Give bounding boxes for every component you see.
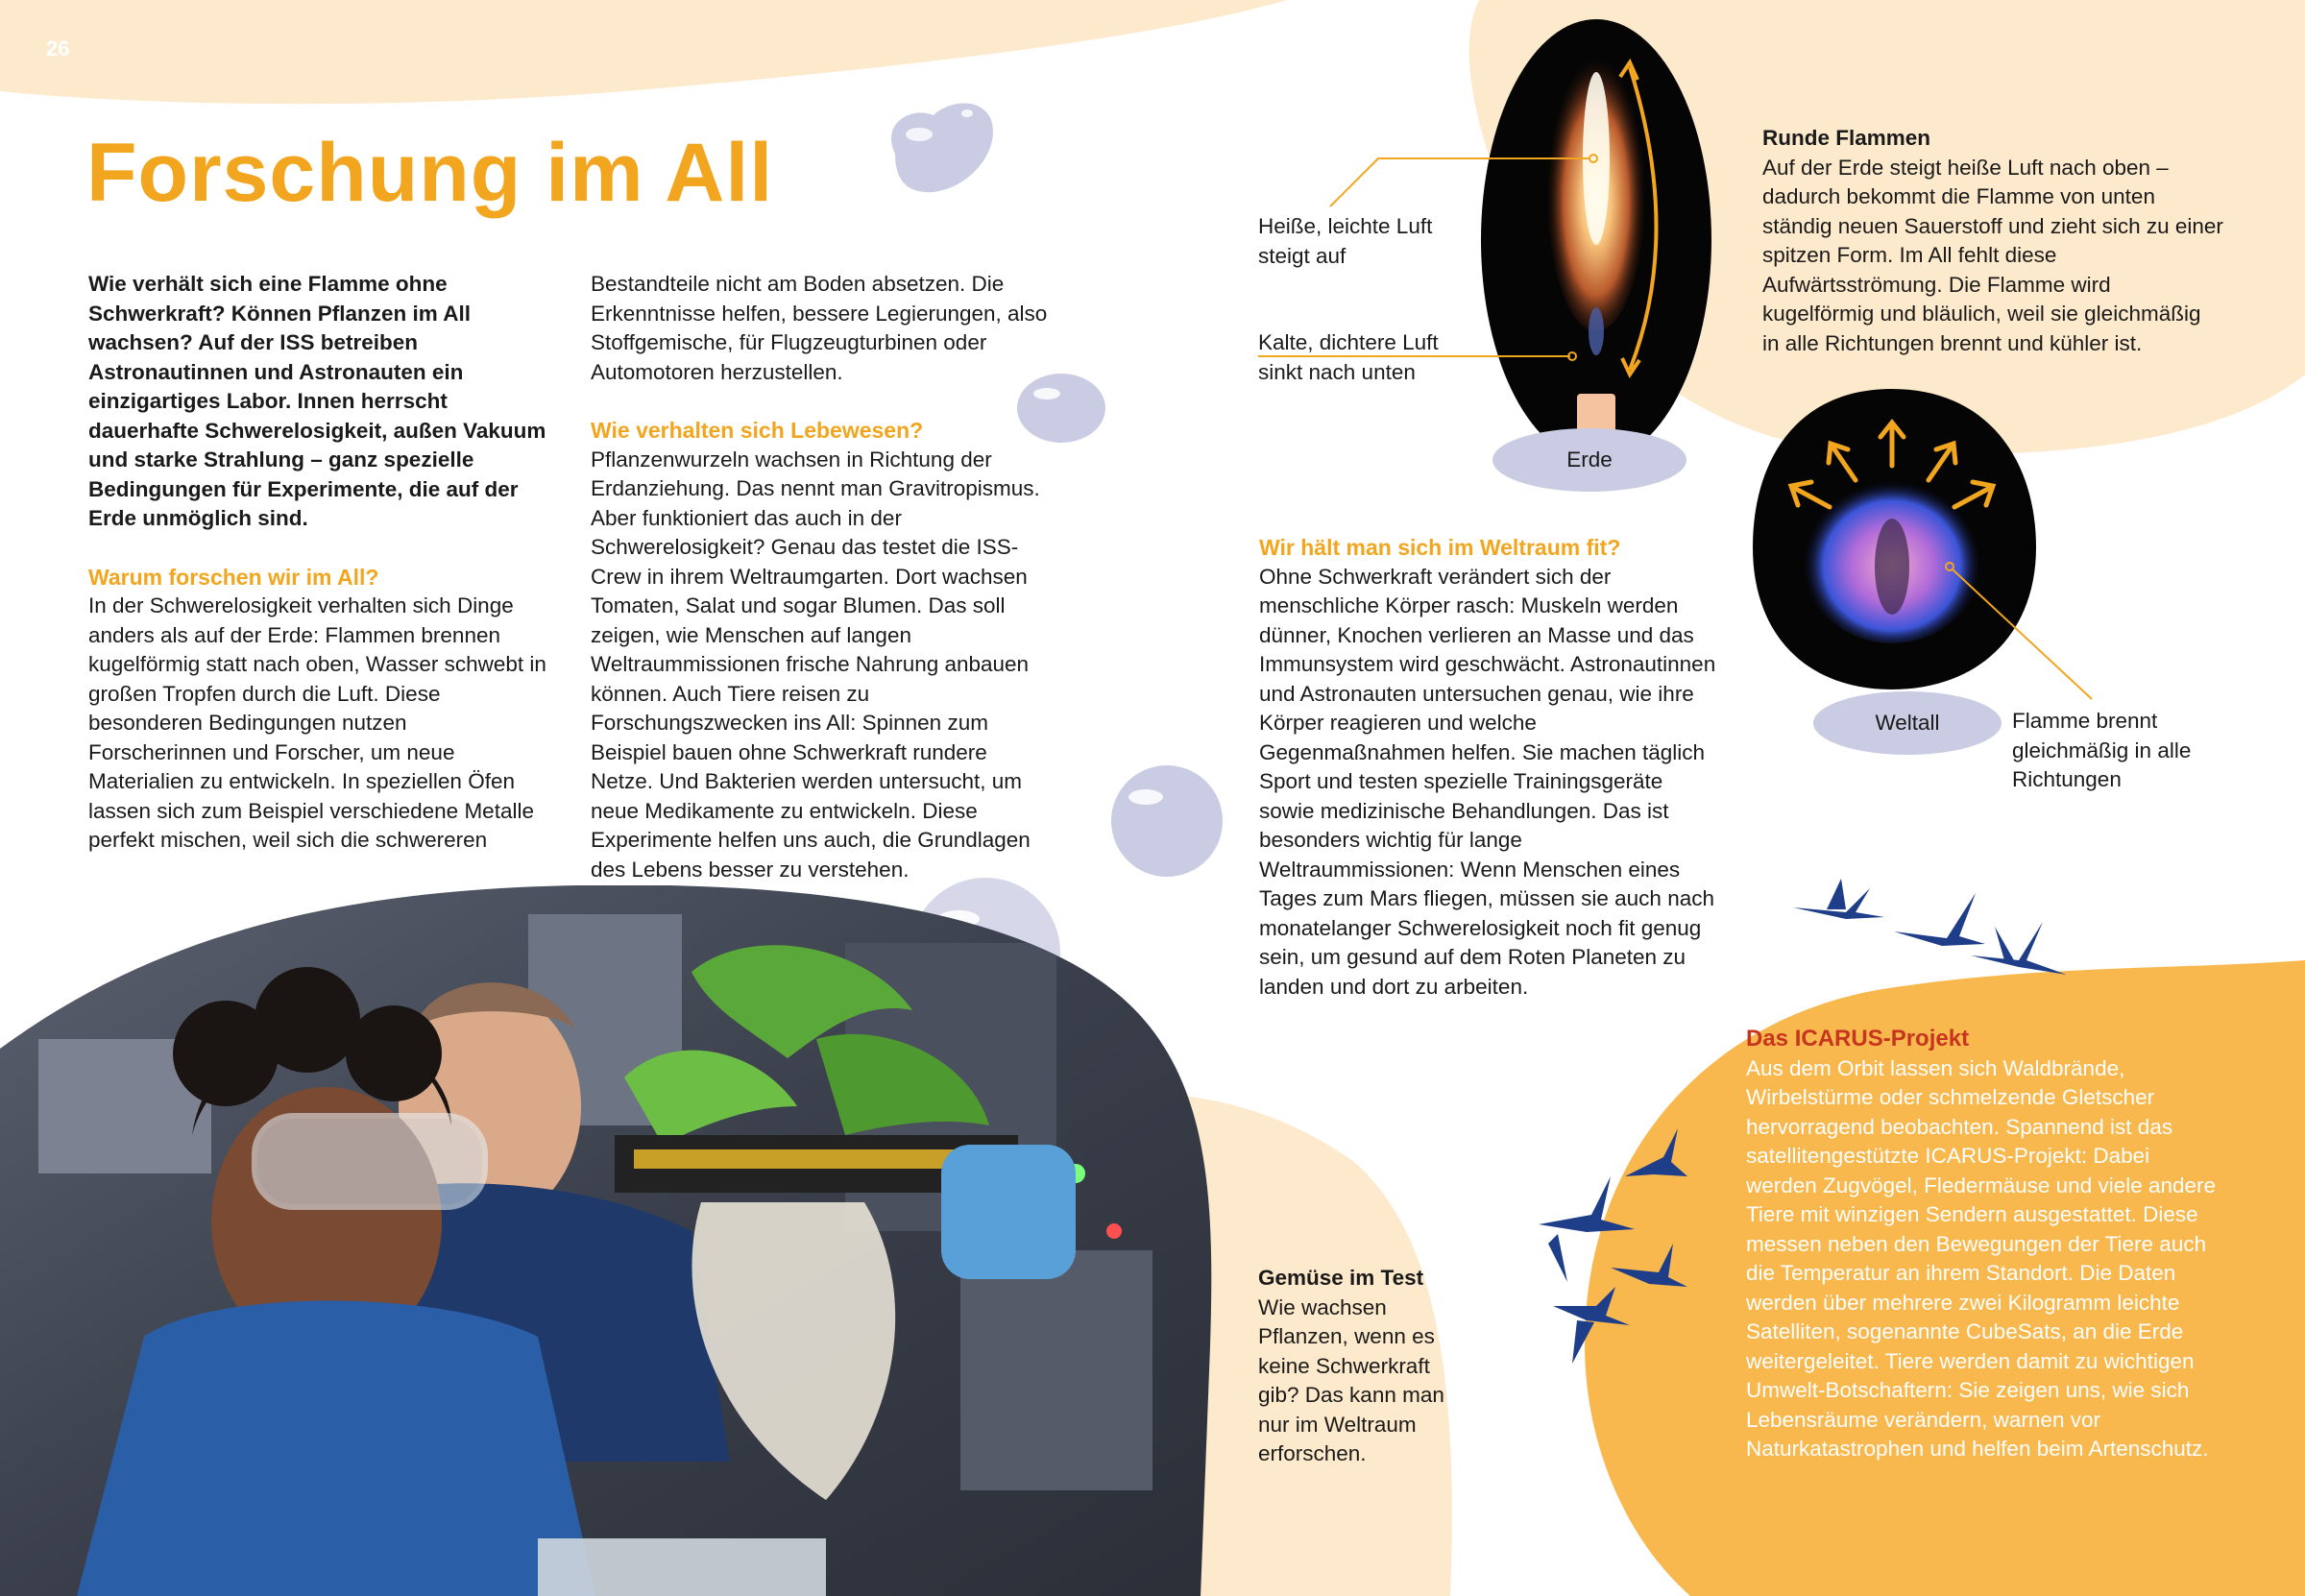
icarus-heading: Das ICARUS-Projekt — [1746, 1026, 1970, 1052]
round-flames-box — [1762, 124, 2223, 358]
why-body-2: Bestandteile nicht am Boden absetzen. Die Erkenntnisse helfen, bessere Legierungen, also Stoffgemische, für Flugzeugturbinen oder Automotoren herzustellen. — [591, 272, 1048, 384]
icarus-box — [1746, 1025, 2217, 1464]
bubble-medium-icon — [1109, 763, 1225, 879]
fit-body: Ohne Schwerkraft verändert sich der menschliche Körper rasch: Muskeln werden dünner, Knochen verlieren an Masse und das Immunsystem wird geschwächt. Astronautinnen und Astronauten untersuchen genau, wie ihre Körper reagieren und welche Gegenmaßnahmen helfen. Sie machen täglich Sport und testen spezielle Trainingsgeräte sowie medizinische Behandlungen. Das ist besonders wichtig für lange Weltraummissionen: Wenn Menschen eines Tages zum Mars fliegen, müssen sie auch nach monatelanger Schwerelosigkeit noch fit genug sein, um gesund auf dem Roten Planeten zu landen und dort zu arbeiten. — [1259, 564, 1716, 999]
veg-caption-heading: Gemüse im Test — [1258, 1266, 1424, 1290]
earth-flame-image — [1476, 14, 1716, 466]
page-title: Forschung im All — [86, 127, 774, 219]
label-space-flame: Flamme brennt gleichmäßig in alle Richtungen — [2012, 709, 2192, 791]
why-heading: Warum forschen wir im All? — [88, 564, 379, 590]
intro-text: Wie verhält sich eine Flamme ohne Schwerkraft? Können Pflanzen im All wachsen? Auf der ISS betreiben Astronautinnen und Astronauten ein einzigartiges Labor. Innen herrscht dauerhafte Schwerelosigkeit, außen Vakuum und starke Strahlung – ganz spezielle Bedingungen für Experimente, die auf der Erde unmöglich sind. — [88, 272, 546, 530]
space-label: Weltall — [1813, 691, 2002, 755]
why-body-1: In der Schwerelosigkeit verhalten sich Dinge anders als auf der Erde: Flammen brennen kugelförmig statt nach oben, Wasser schwebt in großen Tropfen durch die Luft. Diese besonderen Bedingungen nutzen Forscherinnen und Forscher, um neue Materialien zu entwickeln. In speziellen Öfen lassen sich zum Beispiel verschiedene Metalle perfekt mischen, weil sich die schwereren — [88, 593, 546, 852]
veg-caption-body: Wie wachsen Pflanzen, wenn es keine Schwerkraft gib? Das kann man nur im Weltraum erforschen. — [1258, 1294, 1444, 1465]
icarus-body: Aus dem Orbit lassen sich Waldbrände, Wirbelstürme oder schmelzende Gletscher hervorragend beobachten. Spannend ist das satellitengestützte ICARUS-Projekt: Dabei werden Zugvögel, Fledermäuse und viele andere Tiere mit winzigen Sendern ausgestattet. Diese messen neben den Bewegungen der Tiere auch die Temperatur an ihrem Standort. Die Daten werden über mehrere zwei Kilogramm leichte Satelliten, sogenannte CubeSats, an die Erde weitergeleitet. Tiere werden damit zu wichtigen Umwelt-Botschaftern: Sie zeigen uns, wie sich Lebensräume verändern, warnen vor Naturkatastrophen und helfen beim Artenschutz. — [1746, 1055, 2217, 1461]
label-cold-air: Kalte, dichtere Luft sinkt nach unten — [1258, 330, 1439, 384]
column-right — [1259, 533, 1720, 1002]
fit-heading: Wir hält man sich im Weltraum fit? — [1259, 535, 1621, 560]
life-body: Pflanzenwurzeln wachsen in Richtung der Erdanziehung. Das nennt man Gravitropismus. Aber funktioniert das auch in der Schwerelosigkeit? Genau das testet die ISS-Crew in ihrem Weltraumgarten. Dort wachsen Tomaten, Salat und sogar Blumen. Das soll zeigen, wie Menschen auf langen Weltraummissionen frische Nahrung anbauen können. Auch Tiere reisen zu Forschungszwecken ins All: Spinnen zum Beispiel bauen ohne Schwerkraft rundere Netze. Und Bakterien werden untersucht, um neue Medikamente zu entwickeln. Diese Experimente helfen uns auch, die Grundlagen des Lebens besser zu verstehen. — [591, 447, 1040, 882]
label-hot-air: Heiße, leichte Luft steigt auf — [1258, 214, 1433, 268]
column-middle — [591, 270, 1052, 884]
page-number: 26 — [46, 36, 70, 60]
column-left — [88, 270, 549, 856]
top-cream-band — [0, 0, 1287, 104]
earth-label: Erde — [1492, 428, 1686, 492]
veg-caption-box — [1258, 1264, 1450, 1469]
bubble-drop-icon — [876, 96, 1001, 202]
round-flames-body: Auf der Erde steigt heiße Luft nach oben – dadurch bekommt die Flamme von unten ständig neuen Sauerstoff und zieht sich zu einer spitzen Form. Im All fehlt diese Aufwärtsströmung. Die Flamme wird kugelförmig und bläulich, weil sie gleichmäßig in alle Richtungen brennt und kühler ist. — [1762, 155, 2223, 355]
birds-flock-icon — [1519, 1119, 1692, 1378]
leader-line-space — [1948, 565, 2092, 709]
leader-line-hot — [1325, 154, 1614, 211]
birds-flying-icon — [1788, 869, 2076, 994]
astronauts-photo — [0, 885, 1215, 1596]
life-heading: Wie verhalten sich Lebewesen? — [591, 418, 924, 443]
round-flames-heading: Runde Flammen — [1762, 126, 1931, 150]
